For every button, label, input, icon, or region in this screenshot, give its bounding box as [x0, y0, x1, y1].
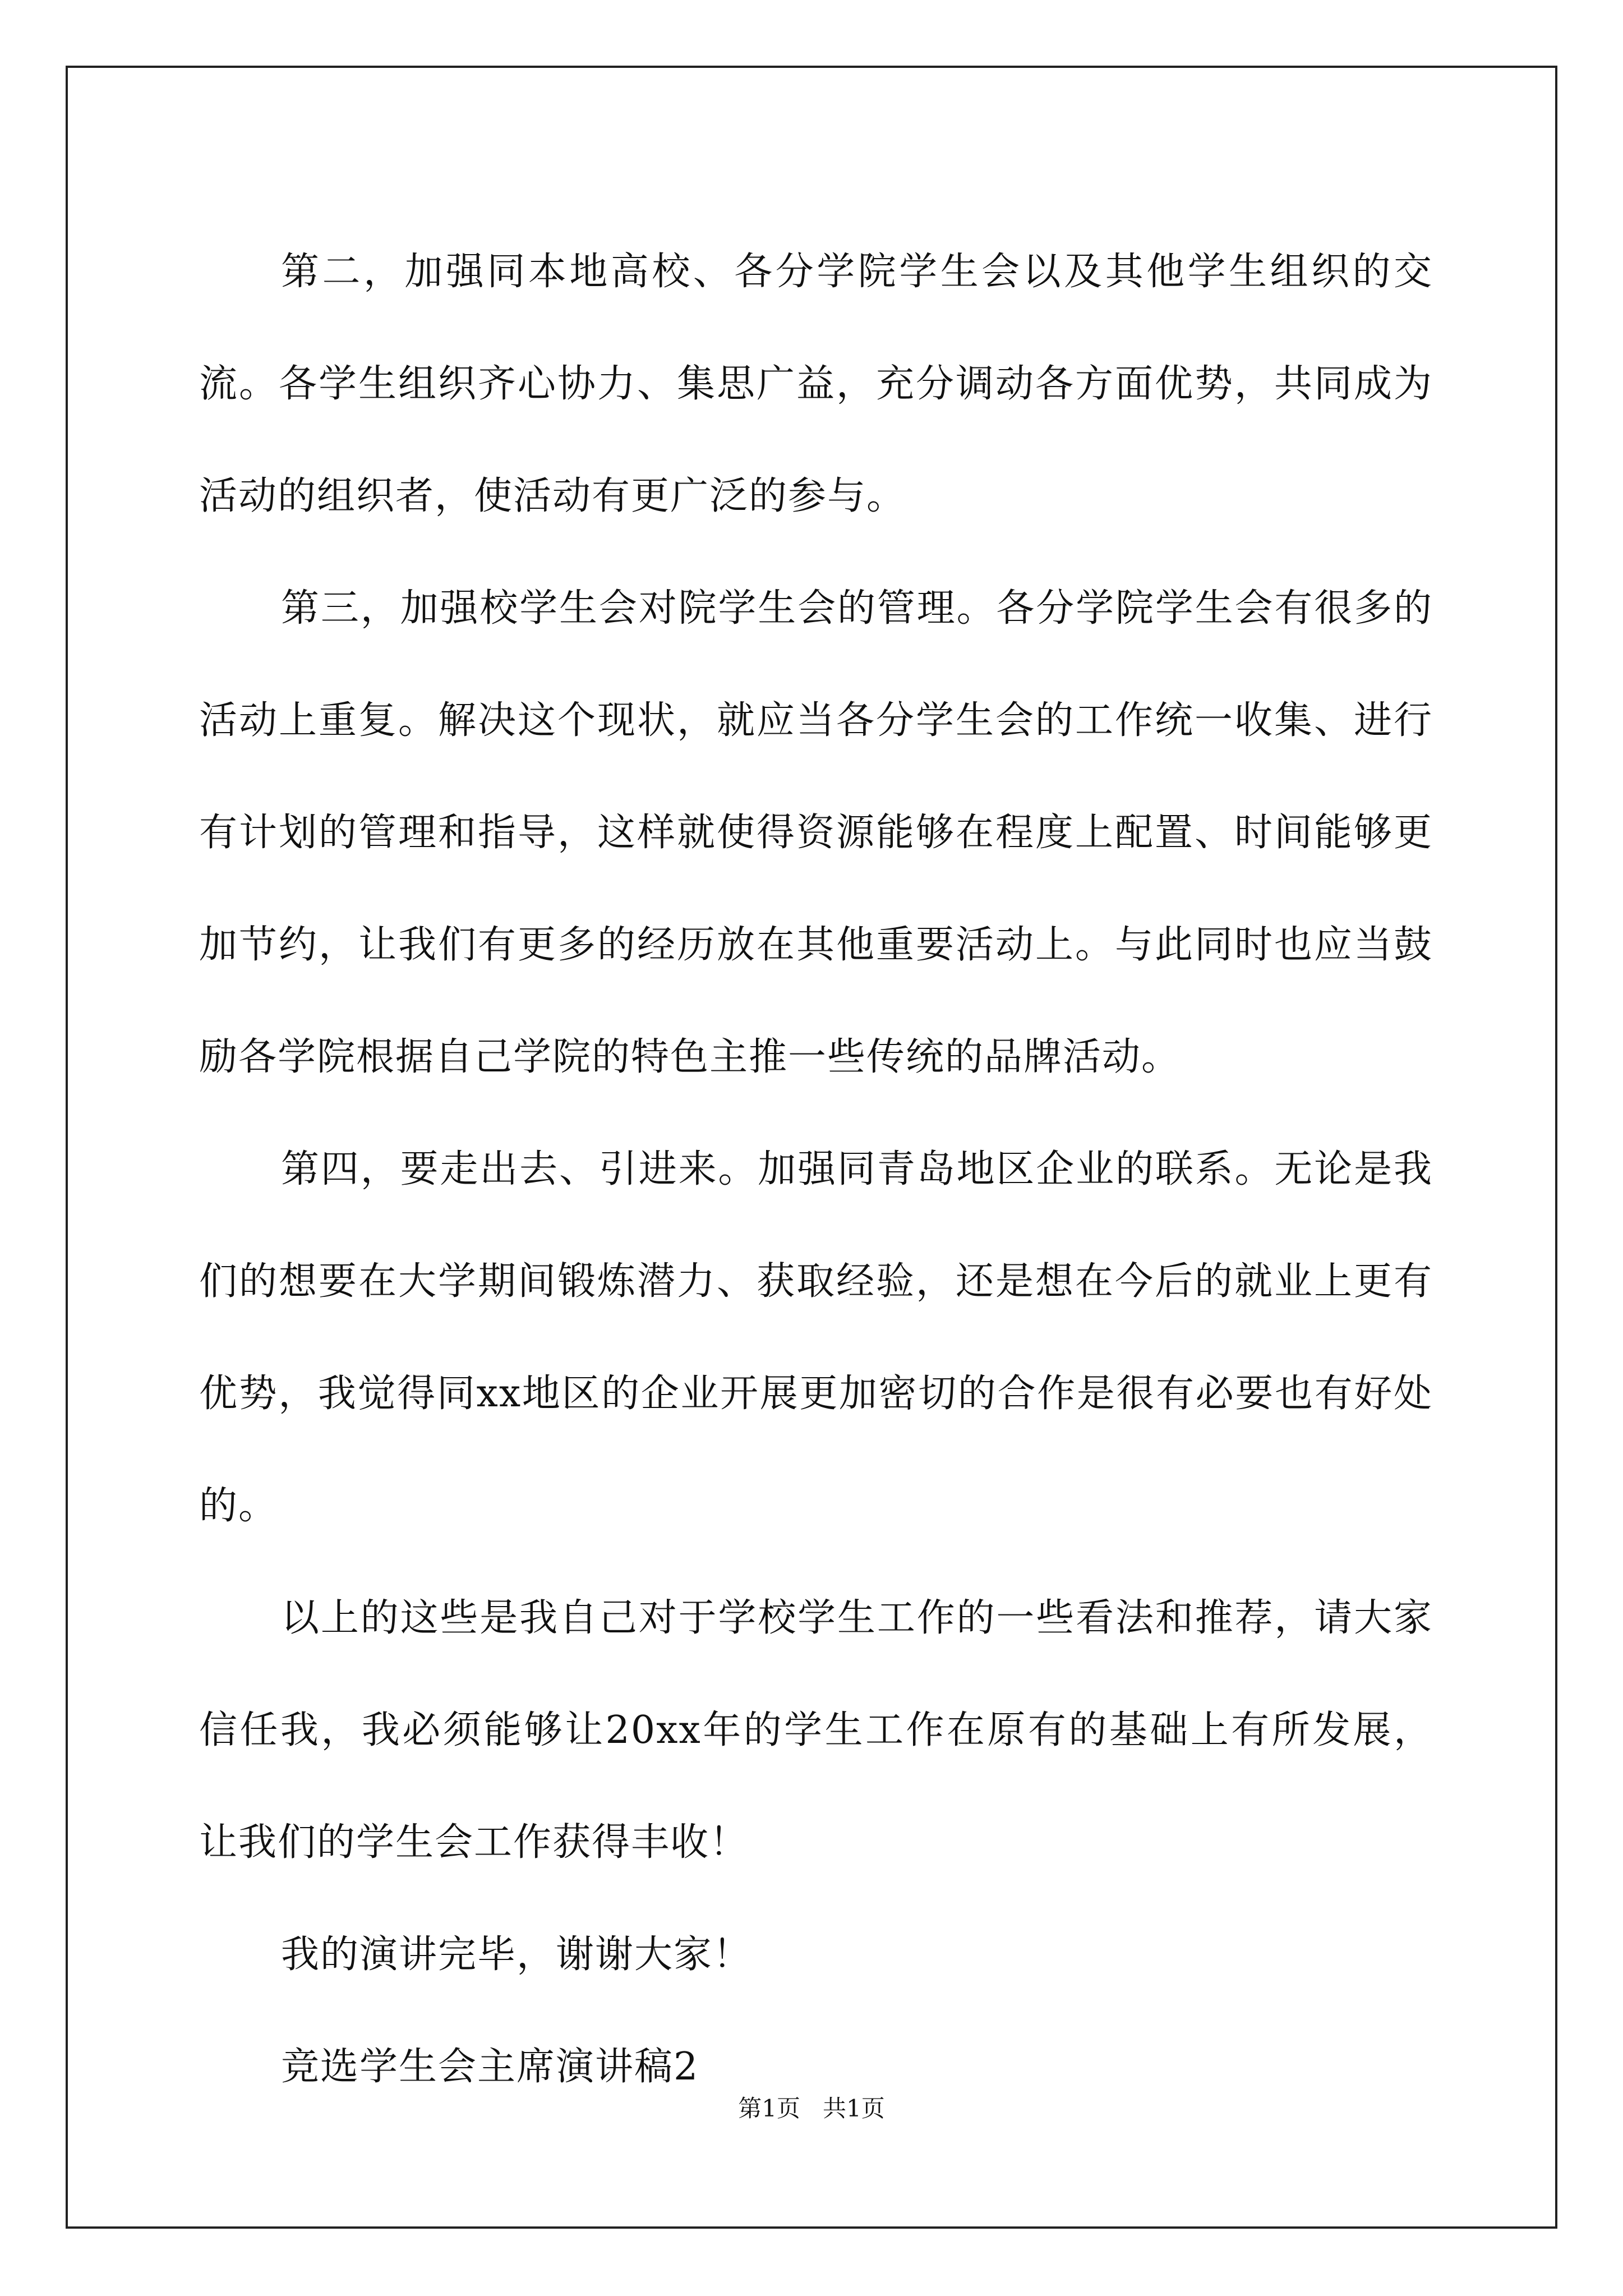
paragraph-fourth-point: 第四，要走出去、引进来。加强同青岛地区企业的联系。无论是我们的想要在大学期间锻炼潜力、获取经验，还是想在今后的就业上更有优势，我觉得同xx地区的企业开展更加密切的合作是很有必要也有好处的。 [199, 1147, 1433, 1528]
page-number-current: 第1页 [738, 2095, 800, 2122]
paragraph-third-point: 第三，加强校学生会对院学生会的管理。各分学院学生会有很多的活动上重复。解决这个现状，就应当各分学生会的工作统一收集、进行有计划的管理和指导，这样就使得资源能够在程度上配置、时间能够更加节约，让我们有更多的经历放在其他重要活动上。与此同时也应当鼓励各学院根据自己学院的特色主推一些传统的品牌活动。 [199, 586, 1433, 1079]
paragraph-conclusion: 以上的这些是我自己对于学校学生工作的一些看法和推荐，请大家信任我，我必须能够让20xx年的学生工作在原有的基础上有所发展，让我们的学生会工作获得丰收！ [199, 1596, 1433, 1865]
page-number-total: 共1页 [823, 2095, 885, 2122]
paragraph-second-point: 第二，加强同本地高校、各分学院学生会以及其他学生组织的交流。各学生组织齐心协力、集思广益，充分调动各方面优势，共同成为活动的组织者，使活动有更广泛的参与。 [199, 250, 1433, 518]
document-body [199, 216, 1433, 2123]
paragraph-closing: 我的演讲完毕，谢谢大家！ [281, 1932, 753, 1977]
next-speech-title: 竞选学生会主席演讲稿2 [281, 2045, 699, 2089]
page-footer [0, 2095, 1623, 2123]
